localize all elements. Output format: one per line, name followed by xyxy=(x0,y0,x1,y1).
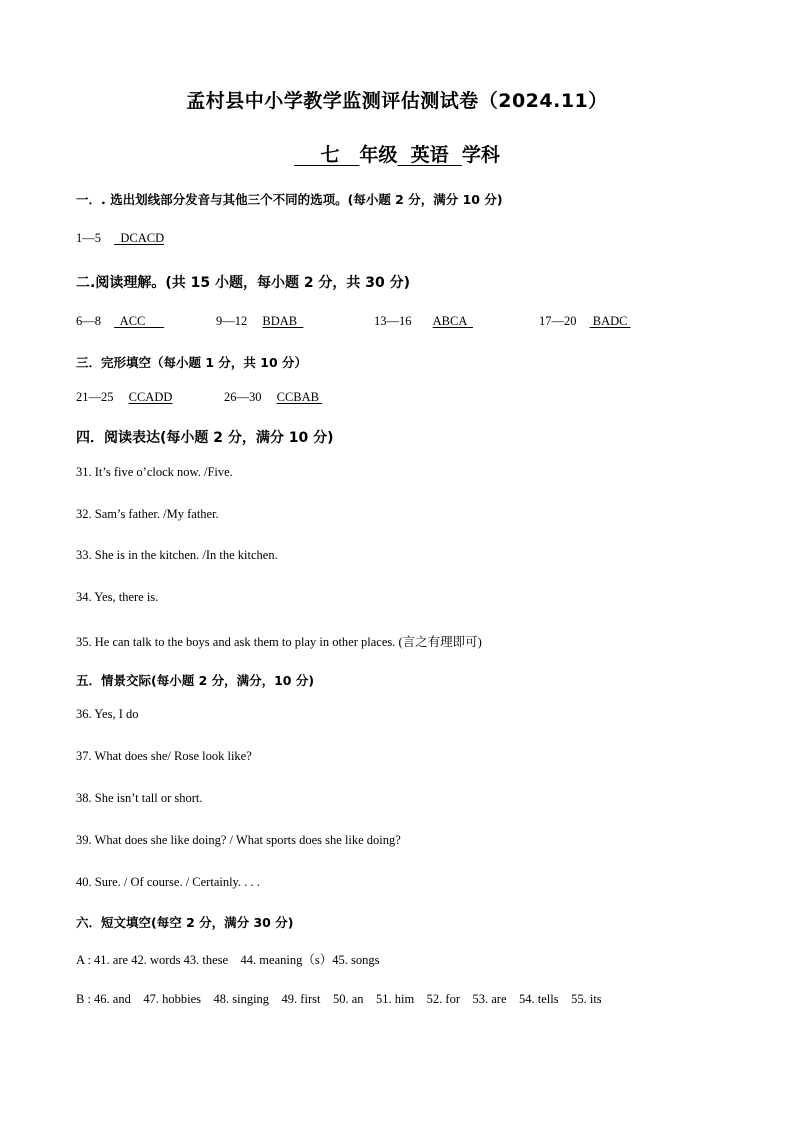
grade-value: 七 xyxy=(294,144,360,166)
section3-heading: 三．完形填空（每小题 1 分，共 10 分） xyxy=(76,355,308,370)
section4-item-34: 34. Yes, there is. xyxy=(76,590,159,604)
section5-item-36: 36. Yes, I do xyxy=(76,707,139,721)
section5-item-37: 37. What does she/ Rose look like? xyxy=(76,749,252,763)
section3-range-1: 21—25 xyxy=(76,390,114,404)
section3-group-2 xyxy=(224,390,322,405)
page-title: 孟村县中小学教学监测评估测试卷（2024.11） xyxy=(186,90,608,112)
section6-line-a: A : 41. are 42. words 43. these 44. meaning（s）45. songs xyxy=(76,953,380,967)
section4-heading: 四．阅读表达(每小题 2 分，满分 10 分) xyxy=(76,430,334,446)
section5-item-39: 39. What does she like doing? / What sports does she like doing? xyxy=(76,833,401,847)
section2-answer-1: ACC xyxy=(114,314,165,328)
section1-answer: DCACD xyxy=(114,231,165,245)
section4-item-32: 32. Sam’s father. /My father. xyxy=(76,507,219,521)
section6-heading: 六．短文填空(每空 2 分，满分 30 分) xyxy=(76,915,294,930)
section2-answer-4: BADC xyxy=(589,314,631,328)
section2-answer-3: ABCA xyxy=(432,314,473,328)
section3-range-2: 26—30 xyxy=(224,390,262,404)
section1-heading: 一．. 选出划线部分发音与其他三个不同的选项。(每小题 2 分，满分 10 分) xyxy=(76,192,503,207)
grade-subject-line xyxy=(0,140,794,167)
section5-heading: 五．情景交际(每小题 2 分，满分，10 分) xyxy=(76,673,315,688)
subject-label: 学科 xyxy=(461,144,500,166)
section3-answer-2: CCBAB xyxy=(276,390,323,404)
section3-answer-1: CCADD xyxy=(128,390,173,404)
section2-answer-2: BDAB xyxy=(262,314,304,328)
section2-range-2: 9—12 xyxy=(216,314,248,328)
section2-range-4: 17—20 xyxy=(539,314,577,328)
section2-group-3 xyxy=(374,314,473,329)
section4-item-33: 33. She is in the kitchen. /In the kitchen. xyxy=(76,548,278,562)
section2-group-1 xyxy=(76,314,164,329)
section3-group-1 xyxy=(76,390,172,405)
section5-item-38: 38. She isn’t tall or short. xyxy=(76,791,203,805)
section6-line-b: B : 46. and 47. hobbies 48. singing 49. first 50. an 51. him 52. for 53. are 54. tells 55. its xyxy=(76,992,602,1006)
section5-item-40: 40. Sure. / Of course. / Certainly. . . . xyxy=(76,875,260,889)
section4-item-35: 35. He can talk to the boys and ask them to play in other places. (言之有理即可) xyxy=(76,635,482,649)
section2-group-4 xyxy=(539,314,631,329)
section2-range-3: 13—16 xyxy=(374,314,412,328)
subject-value: 英语 xyxy=(397,144,462,166)
section1-range: 1—5 xyxy=(76,231,101,245)
section4-item-31: 31. It’s five o’clock now. /Five. xyxy=(76,465,233,479)
section2-range-1: 6—8 xyxy=(76,314,101,328)
section1-answers xyxy=(76,231,164,246)
grade-label: 年级 xyxy=(359,144,398,166)
section2-heading: 二.阅读理解。(共 15 小题，每小题 2 分，共 30 分) xyxy=(76,275,411,291)
section2-group-2 xyxy=(216,314,303,329)
